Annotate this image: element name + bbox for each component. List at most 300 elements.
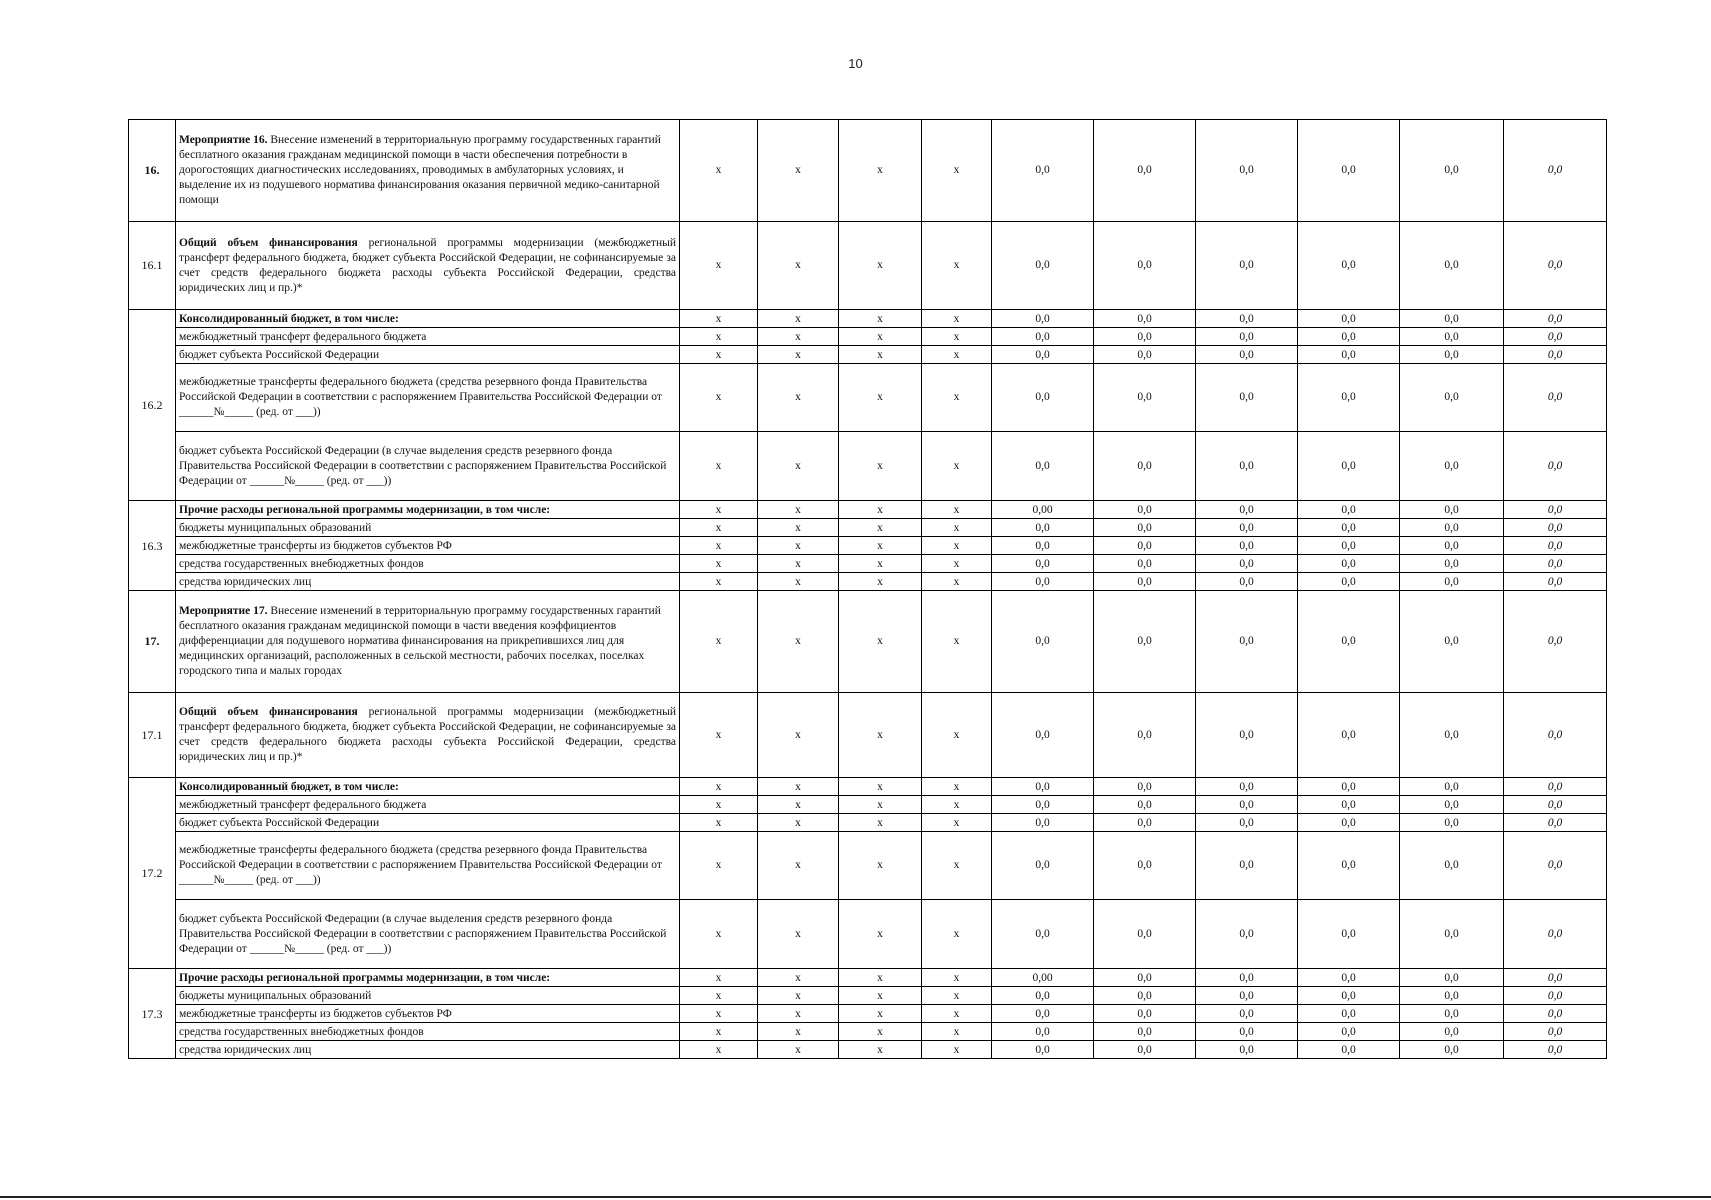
cell-value: х [839,120,922,222]
cell-value: 0,0 [1196,693,1298,778]
cell-value: 0,0 [1094,364,1196,432]
cell-value: х [758,1041,839,1059]
cell-value: 0,0 [1298,987,1400,1005]
cell-value: х [758,969,839,987]
row-description-bold: Прочие расходы региональной программы модернизации, в том числе: [179,503,551,516]
cell-value: 0,0 [1400,900,1504,969]
cell-value: 0,0 [1504,328,1607,346]
row-description-text: средства государственных внебюджетных фондов [179,557,424,570]
cell-value: 0,0 [1400,573,1504,591]
row-description-text: межбюджетный трансферт федерального бюджета [179,330,427,343]
cell-value: х [758,778,839,796]
cell-value: 0,0 [1504,987,1607,1005]
cell-value: 0,0 [992,778,1094,796]
row-description [176,346,680,364]
row-description [176,573,680,591]
cell-value: х [922,693,992,778]
cell-value: 0,0 [1196,519,1298,537]
cell-value: х [680,555,758,573]
cell-value: 0,0 [1504,364,1607,432]
cell-value: х [680,778,758,796]
cell-value: 0,0 [1298,1023,1400,1041]
cell-value: х [758,537,839,555]
cell-value: х [839,900,922,969]
table-row [129,120,1607,222]
cell-value: 0,0 [992,555,1094,573]
cell-value: 0,0 [1094,900,1196,969]
cell-value: 0,0 [1196,555,1298,573]
table-body [129,120,1607,1059]
table-row [129,222,1607,310]
cell-value: 0,0 [1504,501,1607,519]
row-description [176,693,680,778]
cell-value: 0,0 [1196,832,1298,900]
cell-value: 0,0 [1196,573,1298,591]
cell-value: 0,0 [1298,796,1400,814]
cell-value: 0,0 [1400,796,1504,814]
cell-value: 0,0 [1298,900,1400,969]
cell-value: х [680,432,758,501]
row-description-bold: Общий объем финансирования [179,236,358,249]
cell-value: 0,0 [1504,1023,1607,1041]
cell-value: 0,0 [992,328,1094,346]
cell-value: х [839,969,922,987]
cell-value: 0,0 [1196,501,1298,519]
cell-value: 0,0 [1196,328,1298,346]
cell-value: 0,0 [1400,987,1504,1005]
cell-value: х [922,573,992,591]
row-description-bold: Консолидированный бюджет, в том числе: [179,780,399,793]
row-description [176,1023,680,1041]
cell-value: х [922,796,992,814]
cell-value: х [680,537,758,555]
cell-value: х [922,346,992,364]
cell-value: 0,0 [992,120,1094,222]
cell-value: 0,0 [1504,120,1607,222]
cell-value: 0,0 [1196,1041,1298,1059]
cell-value: 0,0 [1400,120,1504,222]
cell-value: х [922,120,992,222]
cell-value: х [839,1041,922,1059]
row-description [176,1005,680,1023]
cell-value: х [758,814,839,832]
cell-value: х [922,778,992,796]
cell-value: 0,0 [992,519,1094,537]
cell-value: 0,0 [992,1023,1094,1041]
table-row [129,591,1607,693]
table-row [129,987,1607,1005]
cell-value: 0,0 [1400,1005,1504,1023]
row-description-text: межбюджетные трансферты из бюджетов субъектов РФ [179,1007,452,1020]
cell-value: 0,0 [992,796,1094,814]
cell-value: 0,0 [1400,693,1504,778]
cell-value: 0,0 [1504,519,1607,537]
cell-value: х [680,346,758,364]
row-description [176,364,680,432]
cell-value: 0,0 [1196,310,1298,328]
cell-value: 0,0 [992,364,1094,432]
row-description [176,778,680,796]
cell-value: 0,0 [1094,778,1196,796]
row-number: 17.1 [129,693,176,778]
cell-value: 0,0 [1504,1041,1607,1059]
cell-value: 0,0 [1504,537,1607,555]
row-description [176,120,680,222]
row-description-text: бюджет субъекта Российской Федерации [179,816,380,829]
row-description-text: средства юридических лиц [179,1043,312,1056]
cell-value: х [758,519,839,537]
cell-value: 0,0 [1196,1023,1298,1041]
cell-value: 0,0 [1400,1041,1504,1059]
page-bottom-rule [0,1196,1711,1198]
cell-value: 0,0 [1094,591,1196,693]
row-description [176,796,680,814]
cell-value: х [922,1023,992,1041]
cell-value: 0,0 [1400,555,1504,573]
cell-value: 0,0 [1298,555,1400,573]
cell-value: х [839,537,922,555]
cell-value: 0,0 [1094,1023,1196,1041]
cell-value: 0,0 [992,591,1094,693]
cell-value: 0,0 [992,832,1094,900]
row-description-text: бюджеты муниципальных образований [179,521,372,534]
cell-value: 0,0 [1400,364,1504,432]
cell-value: 0,0 [1196,537,1298,555]
cell-value: 0,0 [1094,796,1196,814]
cell-value: 0,0 [1094,987,1196,1005]
cell-value: х [922,501,992,519]
row-description [176,519,680,537]
cell-value: 0,0 [1196,814,1298,832]
cell-value: 0,0 [1196,1005,1298,1023]
cell-value: 0,0 [1504,432,1607,501]
cell-value: х [922,1005,992,1023]
cell-value: 0,0 [1094,328,1196,346]
cell-value: х [758,432,839,501]
cell-value: 0,0 [1400,328,1504,346]
row-description-text: бюджеты муниципальных образований [179,989,372,1002]
cell-value: 0,0 [1504,222,1607,310]
cell-value: х [922,900,992,969]
row-description-text: межбюджетные трансферты из бюджетов субъектов РФ [179,539,452,552]
cell-value: х [758,591,839,693]
row-description-bold: Мероприятие 16. [179,134,268,146]
cell-value: 0,0 [1298,537,1400,555]
cell-value: 0,0 [1094,346,1196,364]
cell-value: 0,0 [1400,814,1504,832]
cell-value: 0,0 [992,987,1094,1005]
cell-value: х [922,432,992,501]
table-row [129,814,1607,832]
cell-value: х [839,832,922,900]
cell-value: х [758,310,839,328]
cell-value: 0,0 [1094,537,1196,555]
cell-value: 0,0 [1298,832,1400,900]
cell-value: 0,0 [1094,832,1196,900]
row-number: 17.3 [129,969,176,1059]
row-description [176,432,680,501]
cell-value: х [680,573,758,591]
table-row [129,1023,1607,1041]
cell-value: 0,0 [992,346,1094,364]
cell-value: 0,0 [1094,501,1196,519]
cell-value: 0,0 [1298,969,1400,987]
cell-value: 0,0 [1504,693,1607,778]
cell-value: х [922,222,992,310]
cell-value: х [680,310,758,328]
row-description-bold: Мероприятие 17. [179,605,268,617]
row-description-bold: Общий объем финансирования [179,706,358,718]
cell-value: х [922,814,992,832]
cell-value: 0,0 [1504,778,1607,796]
cell-value: 0,0 [1504,1005,1607,1023]
row-description-text: средства юридических лиц [179,575,312,588]
cell-value: 0,0 [1094,573,1196,591]
cell-value: 0,0 [1094,310,1196,328]
row-description [176,969,680,987]
cell-value: х [922,969,992,987]
row-description-text: бюджет субъекта Российской Федерации (в случае выделения средств резервного фонда Правительства Российской Федерации в соответствии с распоряжением Правительства Российской Федерации от ______№_____ (ред. от ___)) [179,912,667,955]
cell-value: 0,0 [1504,900,1607,969]
cell-value: 0,0 [1298,222,1400,310]
cell-value: 0,0 [1504,796,1607,814]
cell-value: 0,0 [992,432,1094,501]
row-description-text: региональной программы модернизации (межбюджетный трансферт федерального бюджета, бюджет субъекта Российской Федерации, не софинансируемые за счет средств федерального бюджета расходы субъекта Российской Федерации, средства юридических лиц и пр.)* [179,236,676,294]
row-description-text: бюджет субъекта Российской Федерации (в случае выделения средств резервного фонда Правительства Российской Федерации в соответствии с распоряжением Правительства Российской Федерации от ______№_____ (ред. от ___)) [179,444,667,487]
row-description [176,1041,680,1059]
cell-value: х [680,1005,758,1023]
cell-value: 0,0 [992,693,1094,778]
cell-value: 0,0 [1298,519,1400,537]
cell-value: 0,0 [1196,900,1298,969]
cell-value: 0,0 [1504,814,1607,832]
cell-value: х [839,519,922,537]
cell-value: х [839,432,922,501]
cell-value: 0,0 [1400,310,1504,328]
table-row [129,693,1607,778]
table-row [129,501,1607,519]
cell-value: х [680,1041,758,1059]
cell-value: х [839,778,922,796]
row-number: 17.2 [129,778,176,969]
row-description-text: межбюджетный трансферт федерального бюджета [179,798,427,811]
cell-value: 0,0 [1400,501,1504,519]
cell-value: х [839,814,922,832]
row-description [176,222,680,310]
cell-value: х [758,573,839,591]
cell-value: 0,0 [1196,778,1298,796]
cell-value: 0,0 [1298,1041,1400,1059]
row-number: 17. [129,591,176,693]
table-row [129,900,1607,969]
cell-value: 0,0 [1298,364,1400,432]
cell-value: 0,0 [1196,969,1298,987]
cell-value: х [922,328,992,346]
cell-value: х [839,310,922,328]
cell-value: 0,0 [992,573,1094,591]
cell-value: х [839,987,922,1005]
cell-value: 0,0 [1400,969,1504,987]
cell-value: 0,0 [1094,814,1196,832]
cell-value: х [922,519,992,537]
cell-value: 0,0 [1504,346,1607,364]
cell-value: 0,0 [1298,501,1400,519]
cell-value: х [922,310,992,328]
cell-value: х [922,555,992,573]
cell-value: 0,0 [1400,432,1504,501]
table-row [129,346,1607,364]
cell-value: 0,00 [992,969,1094,987]
row-number: 16.2 [129,310,176,501]
cell-value: 0,0 [1196,432,1298,501]
cell-value: 0,0 [1298,310,1400,328]
table-row [129,778,1607,796]
cell-value: 0,0 [1094,555,1196,573]
cell-value: х [839,222,922,310]
cell-value: 0,0 [1298,591,1400,693]
cell-value: х [758,900,839,969]
table-row [129,432,1607,501]
cell-value: 0,0 [1094,1041,1196,1059]
cell-value: 0,0 [1298,432,1400,501]
cell-value: х [839,328,922,346]
cell-value: х [839,501,922,519]
cell-value: 0,0 [992,537,1094,555]
table-row [129,832,1607,900]
cell-value: х [839,591,922,693]
cell-value: х [680,693,758,778]
cell-value: х [680,120,758,222]
cell-value: х [922,364,992,432]
row-description [176,987,680,1005]
cell-value: 0,0 [1504,832,1607,900]
table-row [129,1005,1607,1023]
row-description [176,900,680,969]
row-description [176,814,680,832]
cell-value: х [839,1005,922,1023]
cell-value: х [680,501,758,519]
cell-value: 0,0 [992,900,1094,969]
cell-value: х [758,555,839,573]
table-row [129,555,1607,573]
cell-value: х [680,591,758,693]
row-description-text: средства государственных внебюджетных фондов [179,1025,424,1038]
cell-value: 0,0 [992,310,1094,328]
cell-value: 0,0 [1298,346,1400,364]
cell-value: х [680,328,758,346]
table-row [129,573,1607,591]
cell-value: х [839,555,922,573]
cell-value: х [758,693,839,778]
cell-value: х [839,1023,922,1041]
cell-value: 0,0 [1196,346,1298,364]
cell-value: 0,0 [1298,1005,1400,1023]
table-row [129,328,1607,346]
row-description [176,591,680,693]
cell-value: 0,0 [1298,120,1400,222]
row-description-text: межбюджетные трансферты федерального бюджета (средства резервного фонда Правительства Российской Федерации в соответствии с распоряжением Правительства Российской Федерации от ______№_____ (ред. от ___)) [179,376,662,418]
cell-value: 0,0 [1094,519,1196,537]
cell-value: х [922,987,992,1005]
row-description-text: Внесение изменений в территориальную программу государственных гарантий бесплатного оказания гражданам медицинской помощи в части обеспечения потребности в дорогостоящих диагностических исследованиях, проводимых в амбулаторных условиях, и выделение их из подушевого норматива финансирования оказания первичной медико-санитарной помощи [179,134,661,206]
cell-value: х [758,796,839,814]
cell-value: х [680,1023,758,1041]
cell-value: х [680,969,758,987]
row-description-text: межбюджетные трансферты федерального бюджета (средства резервного фонда Правительства Российской Федерации в соответствии с распоряжением Правительства Российской Федерации от ______№_____ (ред. от ___)) [179,844,662,886]
cell-value: х [758,328,839,346]
cell-value: х [839,796,922,814]
row-description-text: Внесение изменений в территориальную программу государственных гарантий бесплатного оказания гражданам медицинской помощи в части введения коэффициентов дифференциации для подушевого норматива финансирования на прикрепившихся лиц для медицинских организаций, расположенных в сельской местности, рабочих поселках, поселках городского типа и малых городах [179,605,661,677]
cell-value: 0,0 [1504,555,1607,573]
cell-value: х [680,832,758,900]
cell-value: 0,0 [1094,693,1196,778]
row-description-bold: Прочие расходы региональной программы модернизации, в том числе: [179,971,551,984]
page-number: 10 [848,56,863,71]
cell-value: 0,0 [1196,987,1298,1005]
cell-value: х [680,364,758,432]
cell-value: 0,0 [1196,120,1298,222]
row-number: 16. [129,120,176,222]
cell-value: х [680,222,758,310]
cell-value: 0,0 [1400,519,1504,537]
cell-value: 0,0 [1400,778,1504,796]
financing-table [128,119,1607,1059]
cell-value: 0,0 [1196,591,1298,693]
row-description [176,555,680,573]
table-row [129,796,1607,814]
cell-value: 0,0 [1094,432,1196,501]
cell-value: 0,0 [1504,310,1607,328]
cell-value: х [680,814,758,832]
cell-value: х [758,1023,839,1041]
table-row [129,537,1607,555]
cell-value: 0,0 [1400,591,1504,693]
cell-value: 0,0 [1298,814,1400,832]
cell-value: х [680,796,758,814]
cell-value: 0,0 [1094,969,1196,987]
cell-value: 0,0 [1094,120,1196,222]
table-row [129,1041,1607,1059]
cell-value: 0,0 [1400,346,1504,364]
table-row [129,364,1607,432]
table-row [129,519,1607,537]
cell-value: 0,0 [1400,832,1504,900]
cell-value: 0,0 [1196,364,1298,432]
cell-value: х [680,987,758,1005]
cell-value: х [922,832,992,900]
cell-value: 0,0 [1094,1005,1196,1023]
cell-value: 0,0 [992,1005,1094,1023]
cell-value: 0,00 [992,501,1094,519]
cell-value: х [839,364,922,432]
cell-value: 0,0 [1196,222,1298,310]
cell-value: 0,0 [1504,591,1607,693]
cell-value: 0,0 [1400,222,1504,310]
cell-value: х [758,222,839,310]
cell-value: х [922,537,992,555]
cell-value: х [680,900,758,969]
row-description-text: региональной программы модернизации (межбюджетный трансферт федерального бюджета, бюджет субъекта Российской Федерации, не софинансируемые за счет средств федерального бюджета расходы субъекта Российской Федерации, средства юридических лиц и пр.)* [179,706,676,763]
cell-value: х [839,573,922,591]
cell-value: х [758,120,839,222]
cell-value: 0,0 [1400,1023,1504,1041]
cell-value: 0,0 [1094,222,1196,310]
cell-value: 0,0 [992,1041,1094,1059]
row-description [176,328,680,346]
cell-value: х [839,693,922,778]
row-description [176,537,680,555]
cell-value: 0,0 [1400,537,1504,555]
